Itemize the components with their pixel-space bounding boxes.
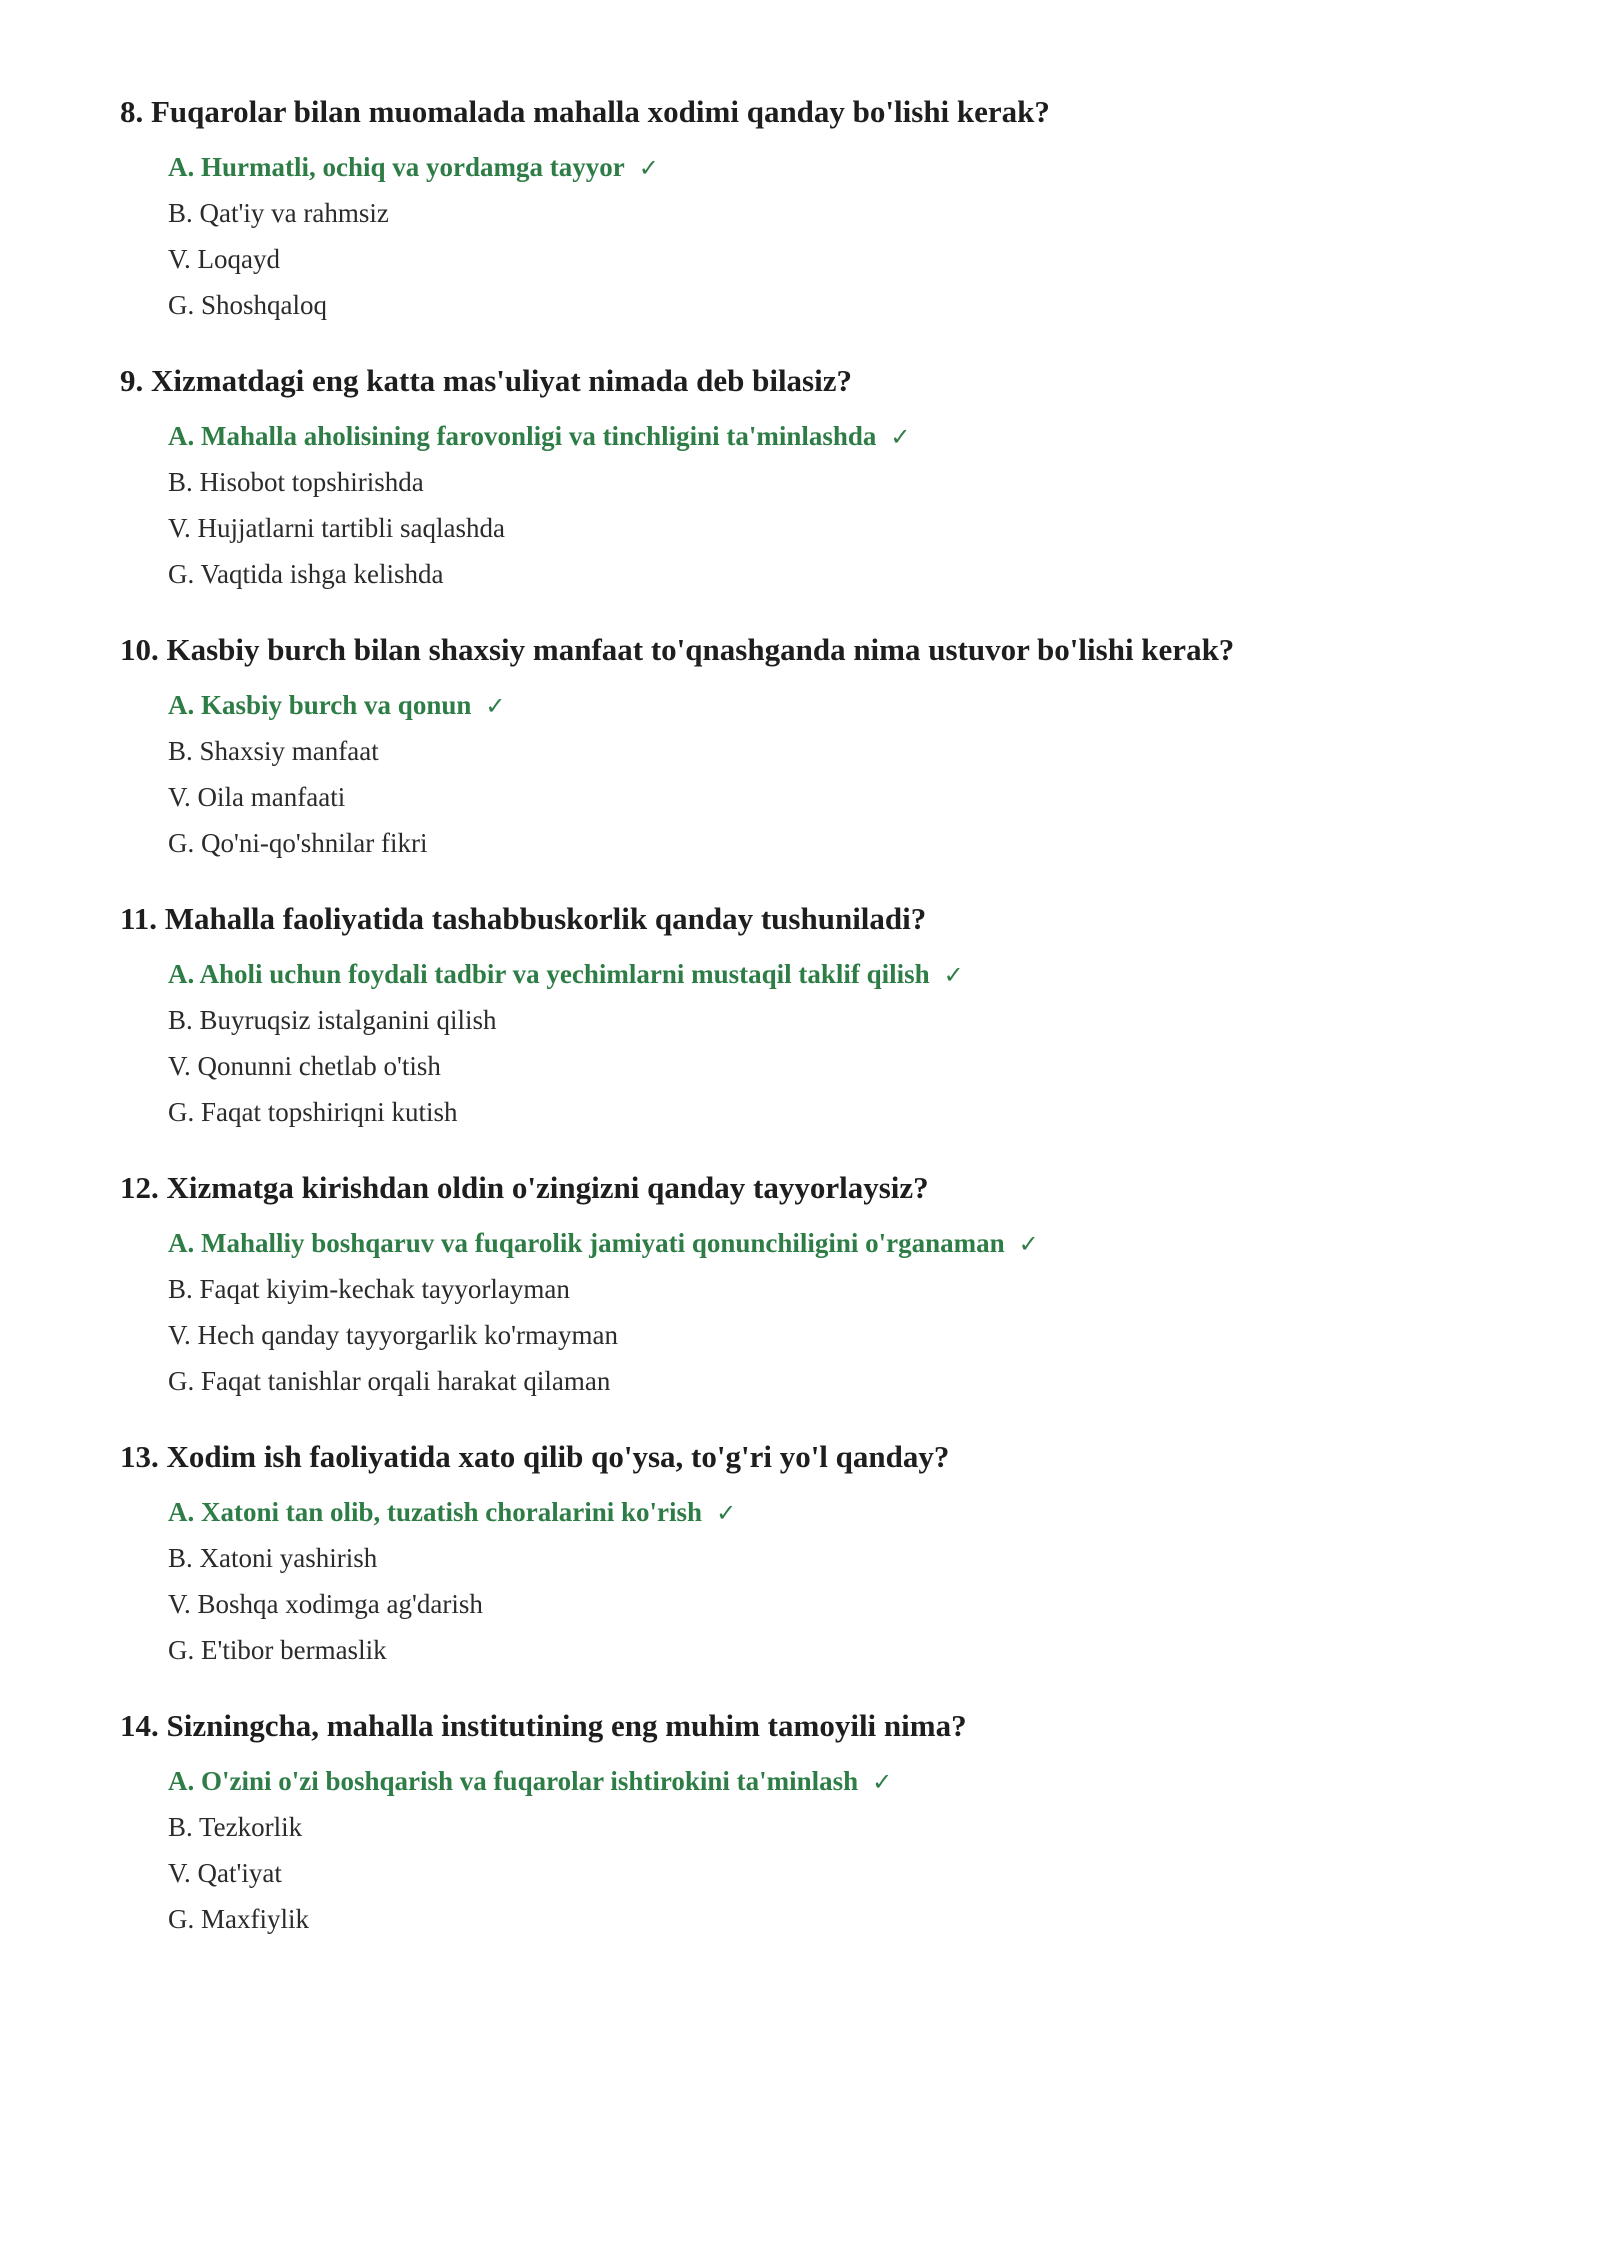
answer-option-label: G. Vaqtida ishga kelishda xyxy=(168,559,444,589)
answer-options xyxy=(168,951,1500,1135)
check-icon: ✓ xyxy=(890,423,911,451)
answer-option-label: A. Kasbiy burch va qonun xyxy=(168,690,472,720)
question-block xyxy=(120,92,1500,361)
answer-option xyxy=(168,1850,1500,1896)
answer-options xyxy=(168,1758,1500,1942)
answer-options xyxy=(168,144,1500,328)
question-text: 12. Xizmatga kirishdan oldin o'zingizni qanday tayyorlaysiz? xyxy=(120,1170,929,1205)
answer-option-label: B. Tezkorlik xyxy=(168,1812,303,1842)
answer-options xyxy=(168,1220,1500,1404)
answer-option xyxy=(168,997,1500,1043)
answer-option-label: A. Aholi uchun foydali tadbir va yechimlarni mustaqil taklif qilish xyxy=(168,959,930,989)
correct-answer-option xyxy=(168,1489,1500,1535)
question-block xyxy=(120,361,1500,630)
question-block xyxy=(120,630,1500,899)
answer-option xyxy=(168,728,1500,774)
question-block xyxy=(120,1706,1500,1975)
answer-option xyxy=(168,1043,1500,1089)
correct-answer-option xyxy=(168,144,1500,190)
answer-option-label: A. Hurmatli, ochiq va yordamga tayyor xyxy=(168,152,625,182)
question-text: 8. Fuqarolar bilan muomalada mahalla xodimi qanday bo'lishi kerak? xyxy=(120,94,1050,129)
correct-answer-option xyxy=(168,413,1500,459)
answer-option-label: B. Faqat kiyim-kechak tayyorlayman xyxy=(168,1274,570,1304)
correct-answer-option xyxy=(168,1758,1500,1804)
answer-option-label: V. Qat'iyat xyxy=(168,1858,282,1888)
answer-option xyxy=(168,190,1500,236)
correct-answer-option xyxy=(168,1220,1500,1266)
answer-option-label: B. Qat'iy va rahmsiz xyxy=(168,198,389,228)
answer-option-label: B. Xatoni yashirish xyxy=(168,1543,378,1573)
answer-option-label: V. Loqayd xyxy=(168,244,280,274)
answer-option-label: V. Hech qanday tayyorgarlik ko'rmayman xyxy=(168,1320,618,1350)
answer-option xyxy=(168,1804,1500,1850)
answer-option-label: G. Faqat tanishlar orqali harakat qilaman xyxy=(168,1366,611,1396)
question-text: 14. Sizningcha, mahalla institutining eng muhim tamoyili nima? xyxy=(120,1708,967,1743)
question-text: 13. Xodim ish faoliyatida xato qilib qo'ysa, to'g'ri yo'l qanday? xyxy=(120,1439,950,1474)
correct-answer-option xyxy=(168,951,1500,997)
answer-option xyxy=(168,282,1500,328)
answer-option xyxy=(168,1627,1500,1673)
question-text: 10. Kasbiy burch bilan shaxsiy manfaat to'qnashganda nima ustuvor bo'lishi kerak? xyxy=(120,632,1235,667)
question-block xyxy=(120,899,1500,1168)
check-icon: ✓ xyxy=(716,1499,737,1527)
answer-option xyxy=(168,1358,1500,1404)
answer-option xyxy=(168,551,1500,597)
answer-option xyxy=(168,820,1500,866)
answer-option xyxy=(168,1896,1500,1942)
answer-options xyxy=(168,682,1500,866)
answer-option-label: G. E'tibor bermaslik xyxy=(168,1635,387,1665)
check-icon: ✓ xyxy=(943,961,964,989)
answer-option-label: A. Mahalla aholisining farovonligi va tinchligini ta'minlashda xyxy=(168,421,877,451)
answer-option-label: A. Xatoni tan olib, tuzatish choralarini ko'rish xyxy=(168,1497,703,1527)
question-text: 11. Mahalla faoliyatida tashabbuskorlik qanday tushuniladi? xyxy=(120,901,927,936)
answer-option xyxy=(168,1312,1500,1358)
answer-option-label: V. Oila manfaati xyxy=(168,782,346,812)
answer-option-label: B. Buyruqsiz istalganini qilish xyxy=(168,1005,497,1035)
answer-option xyxy=(168,505,1500,551)
answer-option-label: V. Hujjatlarni tartibli saqlashda xyxy=(168,513,505,543)
answer-option-label: B. Hisobot topshirishda xyxy=(168,467,424,497)
check-icon: ✓ xyxy=(638,154,659,182)
answer-option-label: G. Faqat topshiriqni kutish xyxy=(168,1097,458,1127)
answer-option xyxy=(168,1581,1500,1627)
check-icon: ✓ xyxy=(1018,1230,1039,1258)
answer-option-label: A. Mahalliy boshqaruv va fuqarolik jamiyati qonunchiligini o'rganaman xyxy=(168,1228,1005,1258)
answer-options xyxy=(168,413,1500,597)
answer-option-label: G. Maxfiylik xyxy=(168,1904,309,1934)
answer-option-label: V. Qonunni chetlab o'tish xyxy=(168,1051,441,1081)
question-block xyxy=(120,1168,1500,1437)
correct-answer-option xyxy=(168,682,1500,728)
question-text: 9. Xizmatdagi eng katta mas'uliyat nimada deb bilasiz? xyxy=(120,363,852,398)
check-icon: ✓ xyxy=(485,692,506,720)
answer-option-label: V. Boshqa xodimga ag'darish xyxy=(168,1589,483,1619)
answer-option xyxy=(168,1089,1500,1135)
question-block xyxy=(120,1437,1500,1706)
answer-option xyxy=(168,774,1500,820)
answer-option-label: A. O'zini o'zi boshqarish va fuqarolar ishtirokini ta'minlash xyxy=(168,1766,859,1796)
answer-options xyxy=(168,1489,1500,1673)
answer-option xyxy=(168,459,1500,505)
answer-option-label: G. Shoshqaloq xyxy=(168,290,328,320)
answer-option-label: G. Qo'ni-qo'shnilar fikri xyxy=(168,828,428,858)
question-list xyxy=(120,92,1500,1975)
answer-option xyxy=(168,1535,1500,1581)
check-icon: ✓ xyxy=(872,1768,893,1796)
answer-option xyxy=(168,1266,1500,1312)
answer-option-label: B. Shaxsiy manfaat xyxy=(168,736,379,766)
answer-option xyxy=(168,236,1500,282)
